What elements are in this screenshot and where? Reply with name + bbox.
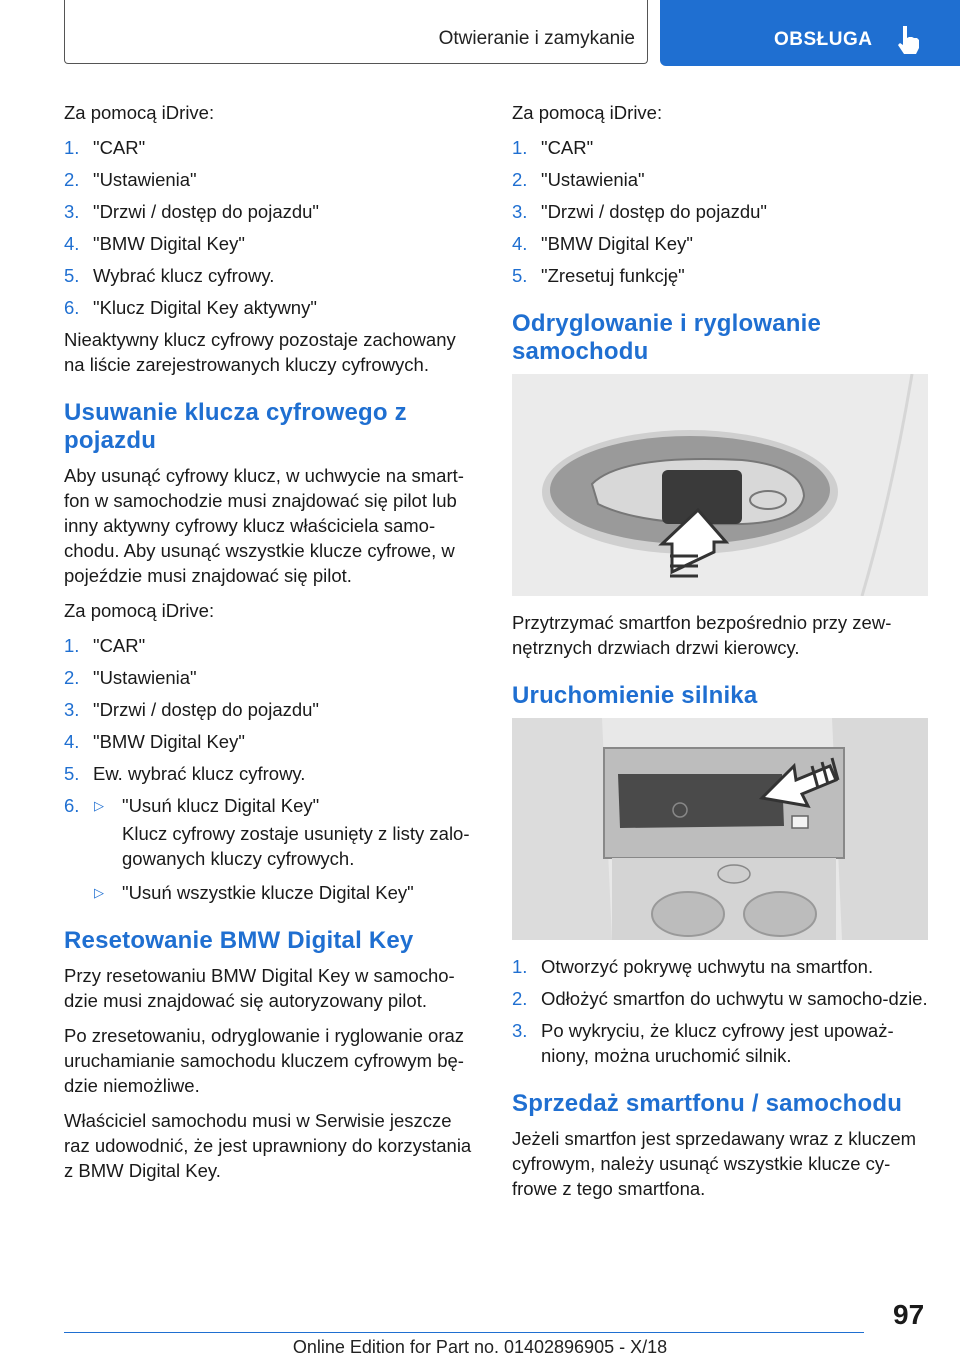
paragraph: Nieaktywny klucz cyfrowy pozostaje zachowany na liście zarejestrowanych kluczy cyfrowych. [64, 329, 456, 375]
chapter-title: Otwieranie i zamykanie [438, 28, 635, 49]
list-item: 3. "Drzwi / dostęp do pojazdu" [64, 201, 320, 222]
section-tab [660, 0, 960, 66]
heading-remove-key: Usuwanie klucza cyfrowego z pojazdu [64, 399, 407, 454]
list-item: 2. "Ustawienia" [512, 169, 645, 190]
engine-steps-list [512, 954, 928, 1068]
left-column [64, 100, 480, 1193]
heading-engine-start: Uruchomienie silnika [512, 682, 758, 709]
reset-steps-list [512, 135, 928, 288]
triangle-bullet-icon: ▷ [94, 798, 104, 813]
list-item: 3. Po wykryciu, że klucz cyfrowy jest upoważ-niony, można uruchomić silnik. [512, 1020, 894, 1066]
right-column [512, 100, 928, 1211]
list-item: 2. "Ustawienia" [64, 169, 197, 190]
list-item: 6. ▷ "Usuń klucz Digital Key" [64, 793, 480, 818]
paragraph: Właściciel samochodu musi w Serwisie jeszcze raz udowodnić, że jest uprawniony do korzystania z BMW Digital Key. [64, 1110, 472, 1181]
list-item: 3. "Drzwi / dostęp do pojazdu" [64, 699, 320, 720]
list-item: 1. "CAR" [512, 137, 594, 158]
list-item: 5. Wybrać klucz cyfrowy. [64, 265, 275, 286]
list-item: 1. Otworzyć pokrywę uchwytu na smartfon. [512, 956, 874, 977]
section-title: OBSŁUGA [774, 29, 873, 50]
sub-list-item: ▷ "Usuń klucz Digital Key" [94, 795, 320, 816]
paragraph: Po zresetowaniu, odryglowanie i ryglowanie oraz uruchamianie samochodu kluczem cyfrowym bę-dzie niemożliwe. [64, 1025, 465, 1096]
list-item: 2. "Ustawienia" [64, 667, 197, 688]
list-item: 5. "Zresetuj funkcję" [512, 265, 685, 286]
triangle-bullet-icon: ▷ [94, 885, 104, 900]
footer-divider [64, 1332, 864, 1333]
chapter-header-box [64, 0, 648, 64]
list-item: 1. "CAR" [64, 635, 146, 656]
list-item: 6. "Klucz Digital Key aktywny" [64, 297, 317, 318]
sub-list-item: ▷ "Usuń wszystkie klucze Digital Key" [94, 882, 414, 903]
footer-edition: Online Edition for Part no. 01402896905 - X/18 [292, 1337, 668, 1357]
door-handle-illustration [512, 374, 928, 596]
idrive-intro: Za pomocą iDrive: [64, 102, 215, 123]
idrive-intro: Za pomocą iDrive: [64, 600, 215, 621]
paragraph: Przy resetowaniu BMW Digital Key w samocho-dzie musi znajdować się autoryzowany pilot. [64, 965, 455, 1011]
page-number: 97 [893, 1299, 925, 1330]
list-item: 2. Odłożyć smartfon do uchwytu w samocho-dzie. [512, 988, 928, 1009]
list-item: 1. "CAR" [64, 137, 146, 158]
activate-steps-list [64, 135, 480, 320]
list-item: 4. "BMW Digital Key" [64, 233, 245, 254]
list-item: 3. "Drzwi / dostęp do pojazdu" [512, 201, 768, 222]
idrive-intro: Za pomocą iDrive: [512, 102, 663, 123]
remove-steps-list [64, 633, 480, 818]
hand-pointer-icon [894, 24, 922, 54]
paragraph: Aby usunąć cyfrowy klucz, w uchwycie na smart-fon w samochodzie musi znajdować się pilot lub inny aktywny cyfrowy klucz właściciela samo-chodu. Aby usunąć wszystkie klucze cyfrowe, w pojeździe musi znajdować się pilot. [64, 465, 464, 586]
figure-caption: Przytrzymać smartfon bezpośrednio przy zew-nętrznych drzwiach drzwi kierowcy. [512, 612, 892, 658]
paragraph: Jeżeli smartfon jest sprzedawany wraz z kluczem cyfrowym, należy usunąć wszystkie klucze cy-frowe z tego smartfona. [512, 1128, 917, 1199]
list-item: 4. "BMW Digital Key" [512, 233, 693, 254]
sub-note: Klucz cyfrowy zostaje usunięty z listy zalo-gowanych kluczy cyfrowych. [122, 823, 470, 869]
heading-reset: Resetowanie BMW Digital Key [64, 927, 414, 954]
list-item: 4. "BMW Digital Key" [64, 731, 245, 752]
heading-sale: Sprzedaż smartfonu / samochodu [512, 1090, 903, 1117]
smartphone-tray-illustration [512, 718, 928, 940]
list-item: 5. Ew. wybrać klucz cyfrowy. [64, 763, 306, 784]
heading-unlock: Odryglowanie i ryglowanie samochodu [512, 310, 822, 365]
sub-list [93, 793, 480, 818]
sub-list [64, 880, 480, 905]
